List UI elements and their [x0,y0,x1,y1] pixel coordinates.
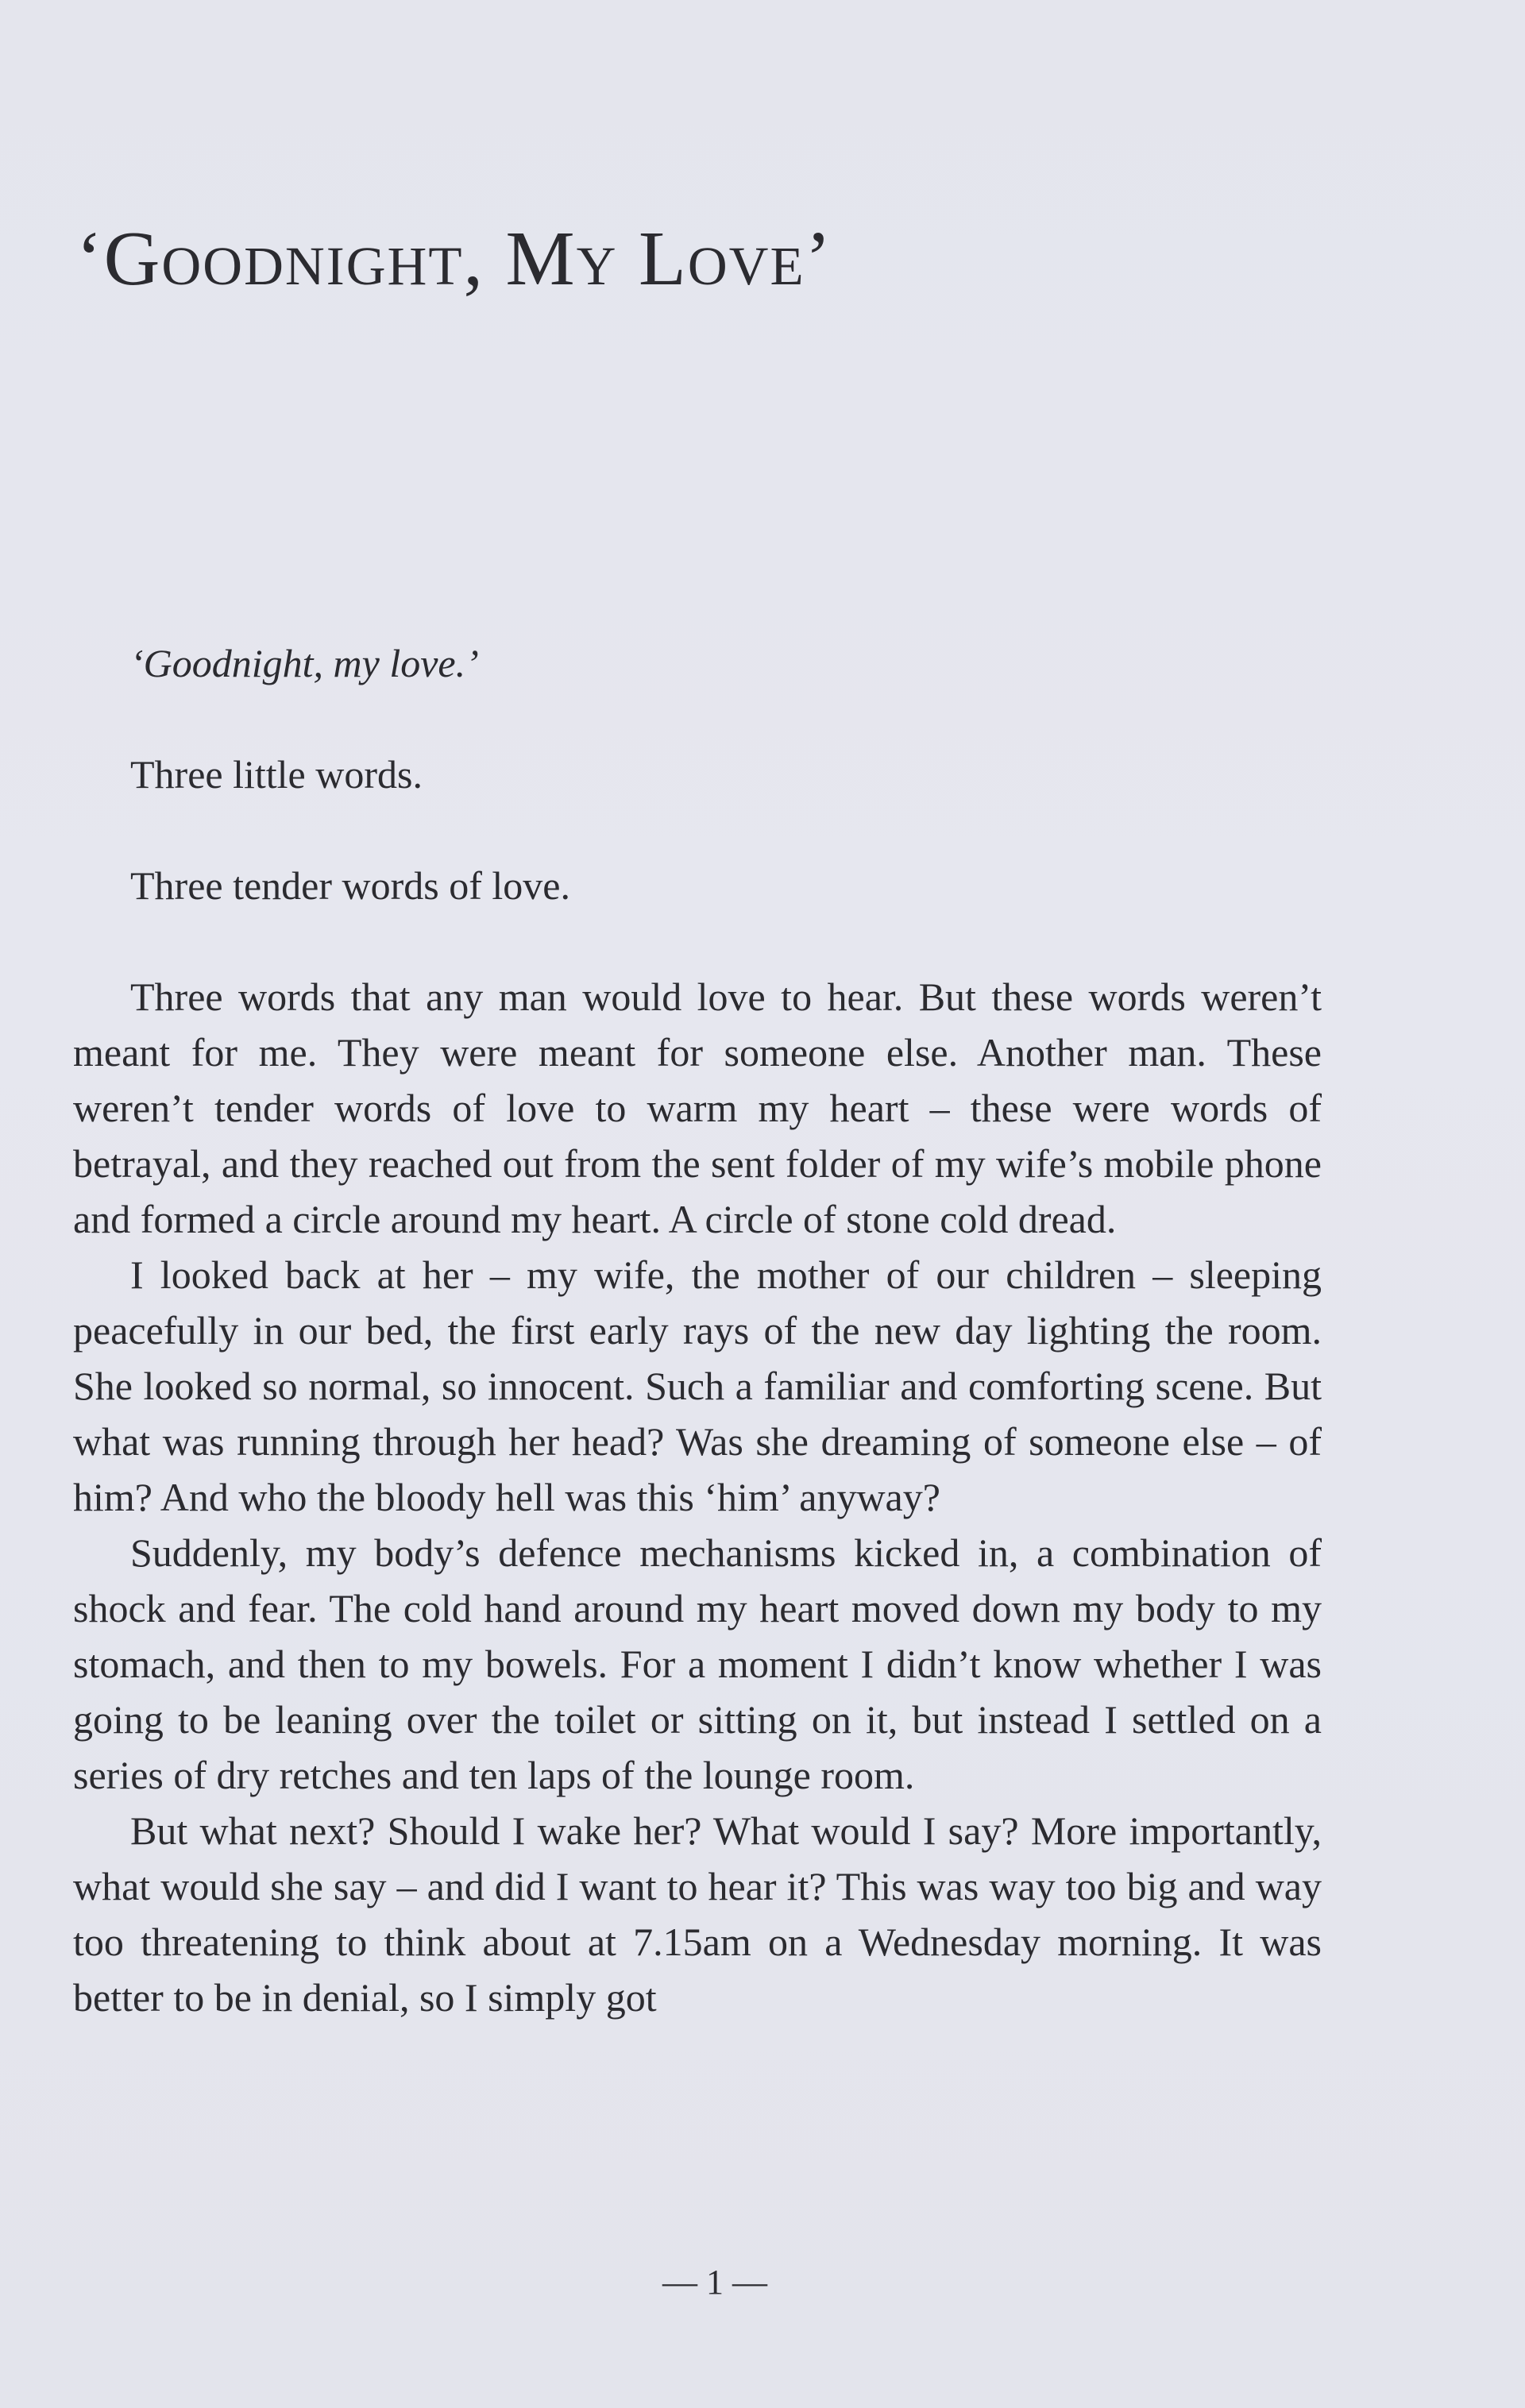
opening-quote: ‘Goodnight, my love.’ [130,641,479,685]
chapter-title: ‘Goodnight, My Love’ [76,216,833,302]
opening-line-2: Three little words. [130,752,423,797]
chapter-body [73,635,1322,2025]
paragraph-4: But what next? Should I wake her? What would I say? More importantly, what would she say – and did I want to hear it? This was way too big and way too threatening to think about at 7.15am on a Wednesday morning. It was better to be in denial, so I simply got [73,1808,1322,2020]
page-number: — 1 — [662,2263,767,2302]
paragraph-1: Three words that any man would love to hear. But these words weren’t meant for me. They were meant for someone else. Another man. These weren’t tender words of love to warm my heart – these were words of betrayal, and they reached out from the sent folder of my wife’s mobile phone and formed a circle around my heart. A circle of stone cold dread. [73,974,1322,1241]
opening-line-3: Three tender words of love. [130,863,570,908]
paragraph-2: I looked back at her – my wife, the mother of our children – sleeping peacefully in our bed, the first early rays of the new day lighting the room. She looked so normal, so innocent. Such a familiar and comforting scene. But what was running through her head? Was she dreaming of someone else – of him? And who the bloody hell was this ‘him’ anyway? [73,1252,1322,1519]
paragraph-3: Suddenly, my body’s defence mechanisms kicked in, a combination of shock and fear. The cold hand around my heart moved down my body to my stomach, and then to my bowels. For a moment I didn’t know whether I was going to be leaning over the toilet or sitting on it, but instead I settled on a series of dry retches and ten laps of the lounge room. [73,1530,1322,1797]
